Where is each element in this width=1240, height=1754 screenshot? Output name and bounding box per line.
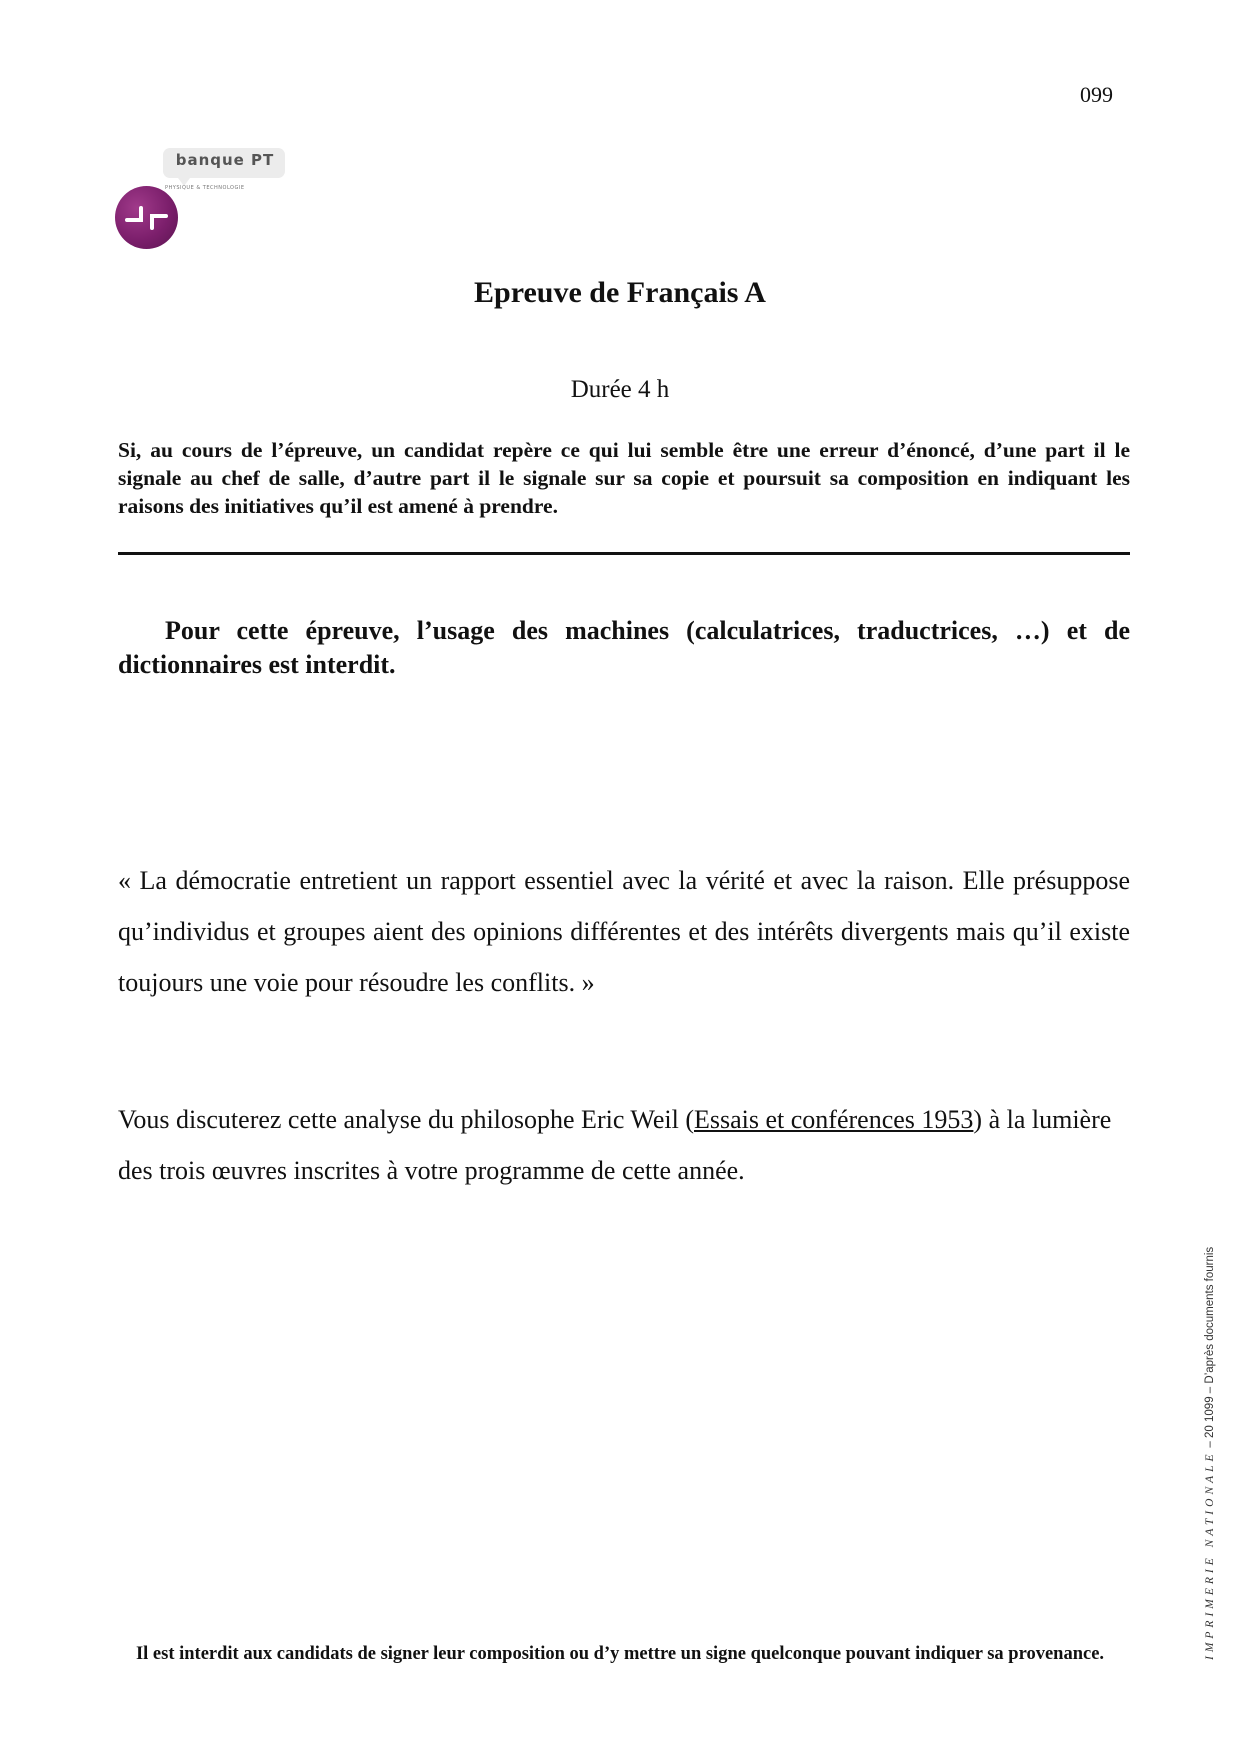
subject-text-before: Vous discuterez cette analyse du philosophe Eric Weil ( [118, 1105, 694, 1134]
page-number: 099 [1080, 82, 1113, 107]
banque-pt-logo [115, 148, 295, 253]
divider [118, 552, 1130, 555]
quote-paragraph: « La démocratie entretient un rapport essentiel avec la vérité et avec la raison. Elle présuppose qu’individus et groupes aient des opinions différentes et des intérêts divergents mais qu’il existe toujours une voie pour résoudre les conflits. » [118, 866, 1130, 997]
error-notice: Si, au cours de l’épreuve, un candidat repère ce qui lui semble être une erreur d’énoncé, d’une part il le signale au chef de salle, d’autre part il le signale sur sa copie et poursuit sa composition en indiquant les raisons des initiatives qu’il est amené à prendre. [118, 438, 1130, 518]
subject-paragraph [118, 1094, 1130, 1196]
page-title: Epreuve de Français A [474, 276, 766, 309]
logo-arrows-icon [115, 186, 178, 249]
printer-imprint [1204, 1247, 1216, 1660]
logo-name: banque PT [175, 151, 275, 169]
logo-tagline: PHYSIQUE & TECHNOLOGIE [165, 185, 245, 191]
footer-notice: Il est interdit aux candidats de signer leur composition ou d’y mettre un signe quelconque pouvant indiquer sa provenance. [135, 1644, 1105, 1664]
tools-notice: Pour cette épreuve, l’usage des machines (calculatrices, traductrices, …) et de dictionnaires est interdit. [118, 616, 1130, 679]
exam-duration: Durée 4 h [570, 376, 670, 403]
book-title: Essais et conférences 1953 [694, 1105, 974, 1134]
printer-code: – 20 1099 – D’après documents fournis [1204, 1246, 1216, 1448]
subject-text-after: ) à la lumière des trois œuvres inscrites à votre programme de cette année. [118, 1105, 1112, 1185]
printer-name: IMPRIMERIE NATIONALE [1204, 1450, 1216, 1660]
logo-emblem-icon [115, 186, 178, 249]
